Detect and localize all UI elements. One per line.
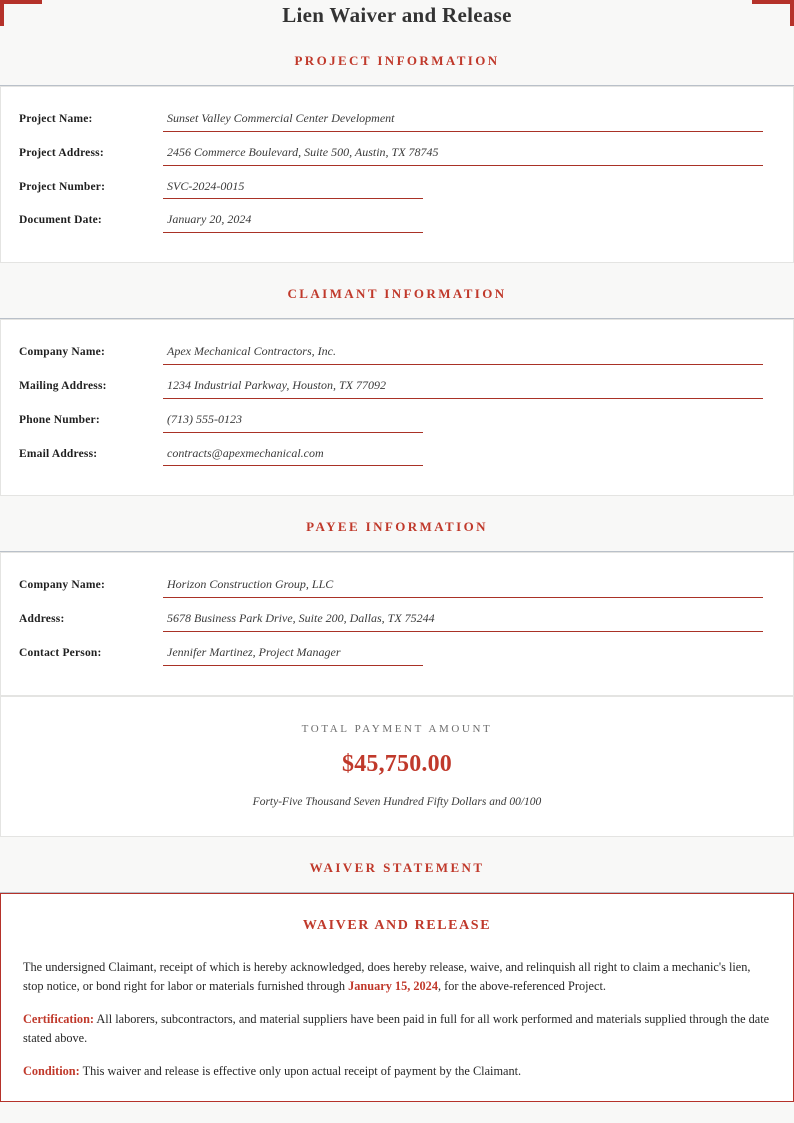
- field-row-project-name: [19, 105, 775, 132]
- field-label-project-address: Project Address:: [19, 146, 104, 159]
- field-row-claimant-email-address: [19, 440, 775, 467]
- section-title-payee: PAYEE INFORMATION: [306, 519, 488, 535]
- waiver-release-text-after: , for the above-referenced Project.: [437, 978, 606, 993]
- card-waiver-and-release: [0, 893, 794, 1102]
- total-payment-amount-caption: TOTAL PAYMENT AMOUNT: [301, 722, 493, 735]
- section-title-waiver-statement: WAIVER STATEMENT: [309, 859, 485, 875]
- field-label-project-number: Project Number:: [19, 180, 106, 193]
- corner-bracket-top-right: [752, 0, 794, 26]
- section-header-project: [0, 30, 794, 86]
- card-total-payment-amount: [0, 696, 794, 837]
- total-payment-amount-words: Forty-Five Thousand Seven Hundred Fifty Dollars and 00/100: [252, 795, 542, 808]
- section-header-payee: [0, 496, 794, 552]
- section-title-claimant: CLAIMANT INFORMATION: [287, 286, 507, 302]
- corner-bracket-top-left: [0, 0, 42, 26]
- field-label-document-date: Document Date:: [19, 214, 102, 227]
- card-project-information: [0, 86, 794, 263]
- field-value-document-date[interactable]: January 20, 2024: [163, 207, 423, 233]
- condition-body-text: This waiver and release is effective only upon actual receipt of payment by the Claimant.: [79, 1063, 522, 1078]
- waiver-paragraph-condition: [23, 1062, 771, 1081]
- field-row-project-number: [19, 173, 775, 200]
- field-label-claimant-company-name: Company Name:: [19, 346, 105, 359]
- field-label-claimant-mailing-address: Mailing Address:: [19, 379, 107, 392]
- section-header-waiver-statement: [0, 837, 794, 893]
- field-value-payee-address[interactable]: 5678 Business Park Drive, Suite 200, Dallas, TX 75244: [163, 606, 763, 632]
- field-label-payee-address: Address:: [19, 613, 65, 626]
- card-claimant-information: [0, 319, 794, 496]
- field-row-payee-contact-person: [19, 639, 775, 666]
- field-row-payee-address: [19, 605, 775, 632]
- page-title: Lien Waiver and Release: [282, 3, 512, 27]
- field-value-claimant-phone-number[interactable]: (713) 555-0123: [163, 407, 423, 433]
- field-value-payee-contact-person[interactable]: Jennifer Martinez, Project Manager: [163, 640, 423, 666]
- field-value-claimant-company-name[interactable]: Apex Mechanical Contractors, Inc.: [163, 339, 763, 365]
- waiver-paragraph-certification: [23, 1010, 771, 1048]
- field-value-claimant-email-address[interactable]: contracts@apexmechanical.com: [163, 441, 423, 467]
- field-label-project-name: Project Name:: [19, 113, 93, 125]
- card-payee-information: [0, 552, 794, 695]
- section-title-project: PROJECT INFORMATION: [294, 53, 500, 68]
- certification-body-text: All laborers, subcontractors, and material suppliers have been paid in full for all work performed and materials supplied through the date stated above.: [23, 1011, 770, 1045]
- total-payment-amount-value: $45,750.00: [342, 750, 452, 777]
- waiver-release-text-before: The undersigned Claimant, receipt of which is hereby acknowledged, does hereby release, waive, and relinquish all right to claim a mechanic's lien, stop notice, or bond right for labor or materials furnished through: [23, 959, 751, 993]
- field-row-payee-company-name: [19, 571, 775, 598]
- field-label-payee-contact-person: Contact Person:: [19, 646, 102, 659]
- waiver-through-date: January 15, 2024: [348, 978, 438, 993]
- field-value-project-number[interactable]: SVC-2024-0015: [163, 174, 423, 200]
- field-row-document-date: [19, 206, 775, 233]
- field-label-payee-company-name: Company Name:: [19, 579, 105, 592]
- field-label-claimant-email-address: Email Address:: [19, 447, 98, 460]
- waiver-paragraph-release: [23, 958, 771, 996]
- field-value-payee-company-name[interactable]: Horizon Construction Group, LLC: [163, 572, 763, 598]
- certification-term-label: Certification:: [23, 1011, 95, 1026]
- field-row-project-address: [19, 139, 775, 166]
- field-row-claimant-phone-number: [19, 406, 775, 433]
- field-value-project-address[interactable]: 2456 Commerce Boulevard, Suite 500, Austin, TX 78745: [163, 140, 763, 166]
- field-row-claimant-mailing-address: [19, 372, 775, 399]
- section-header-claimant: [0, 263, 794, 319]
- field-value-claimant-mailing-address[interactable]: 1234 Industrial Parkway, Houston, TX 77092: [163, 373, 763, 399]
- field-value-project-name[interactable]: Sunset Valley Commercial Center Development: [163, 106, 763, 132]
- field-label-claimant-phone-number: Phone Number:: [19, 413, 100, 426]
- field-row-claimant-company-name: [19, 338, 775, 365]
- condition-term-label: Condition:: [23, 1063, 80, 1078]
- waiver-box-title: WAIVER AND RELEASE: [302, 917, 492, 933]
